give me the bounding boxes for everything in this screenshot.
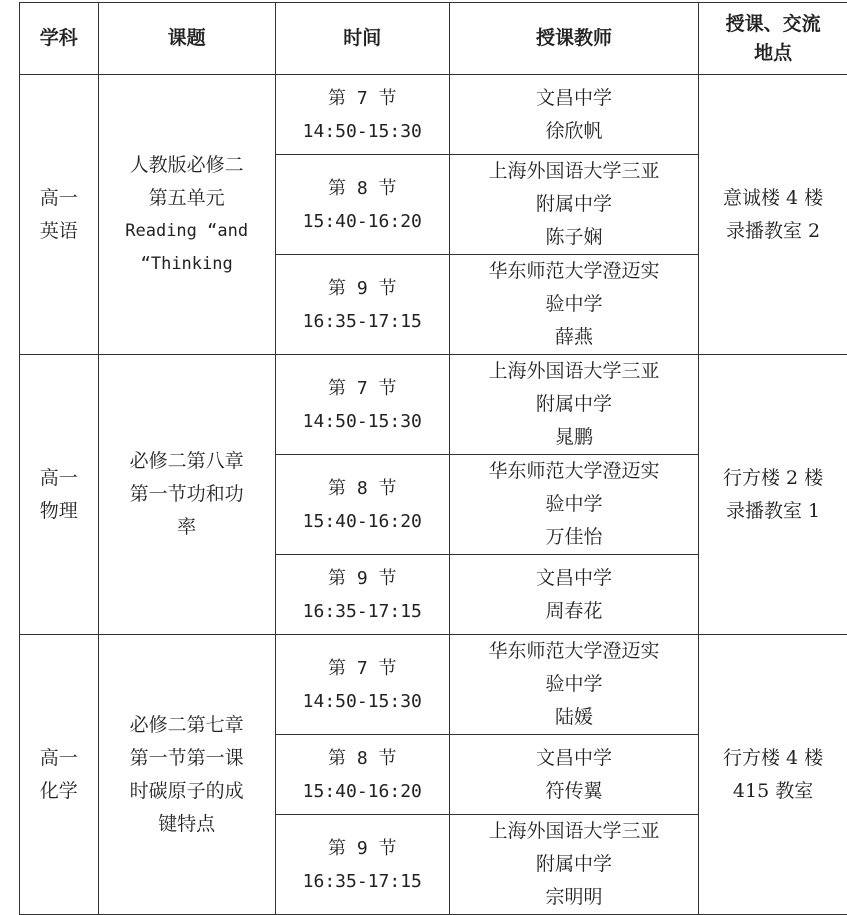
table-row (20, 355, 847, 455)
time-cell: 第 9 节 16:35-17:15 (275, 255, 449, 355)
teacher-cell: 华东师范大学澄迈实 验中学 薛燕 (449, 255, 698, 355)
time-cell: 第 8 节 15:40-16:20 (275, 735, 449, 815)
teacher-cell: 华东师范大学澄迈实 验中学 陆媛 (449, 635, 698, 735)
topic-cell: 必修二第八章 第一节功和功 率 (98, 355, 275, 635)
time-cell: 第 7 节 14:50-15:30 (275, 75, 449, 155)
teacher-cell: 上海外国语大学三亚 附属中学 陈子娴 (449, 155, 698, 255)
table-row (20, 75, 847, 155)
header-teacher: 授课教师 (449, 3, 698, 75)
header-row (20, 3, 847, 75)
header-location-line1: 授课、交流 (699, 10, 847, 39)
subject-cell: 高一 物理 (20, 355, 99, 635)
time-cell: 第 7 节 14:50-15:30 (275, 355, 449, 455)
header-location-line2: 地点 (699, 39, 847, 68)
header-time: 时间 (275, 3, 449, 75)
time-cell: 第 7 节 14:50-15:30 (275, 635, 449, 735)
header-topic: 课题 (98, 3, 275, 75)
location-cell: 意诚楼 4 楼 录播教室 2 (699, 75, 847, 355)
header-subject: 学科 (20, 3, 99, 75)
subject-cell: 高一 化学 (20, 635, 99, 915)
teacher-cell: 文昌中学 周春花 (449, 555, 698, 635)
teacher-cell: 上海外国语大学三亚 附属中学 宗明明 (449, 815, 698, 915)
time-cell: 第 8 节 15:40-16:20 (275, 155, 449, 255)
table-row (20, 635, 847, 735)
time-cell: 第 9 节 16:35-17:15 (275, 555, 449, 635)
time-cell: 第 8 节 15:40-16:20 (275, 455, 449, 555)
schedule-table (19, 2, 847, 915)
teacher-cell: 文昌中学 徐欣帆 (449, 75, 698, 155)
teacher-cell: 华东师范大学澄迈实 验中学 万佳怡 (449, 455, 698, 555)
time-cell: 第 9 节 16:35-17:15 (275, 815, 449, 915)
header-location (699, 3, 847, 75)
topic-cell: 必修二第七章 第一节第一课 时碳原子的成 键特点 (98, 635, 275, 915)
teacher-cell: 文昌中学 符传翼 (449, 735, 698, 815)
subject-cell: 高一 英语 (20, 75, 99, 355)
topic-cell: 人教版必修二 第五单元 Reading “and “Thinking (98, 75, 275, 355)
teacher-cell: 上海外国语大学三亚 附属中学 晁鹏 (449, 355, 698, 455)
location-cell: 行方楼 4 楼 415 教室 (699, 635, 847, 915)
location-cell: 行方楼 2 楼 录播教室 1 (699, 355, 847, 635)
